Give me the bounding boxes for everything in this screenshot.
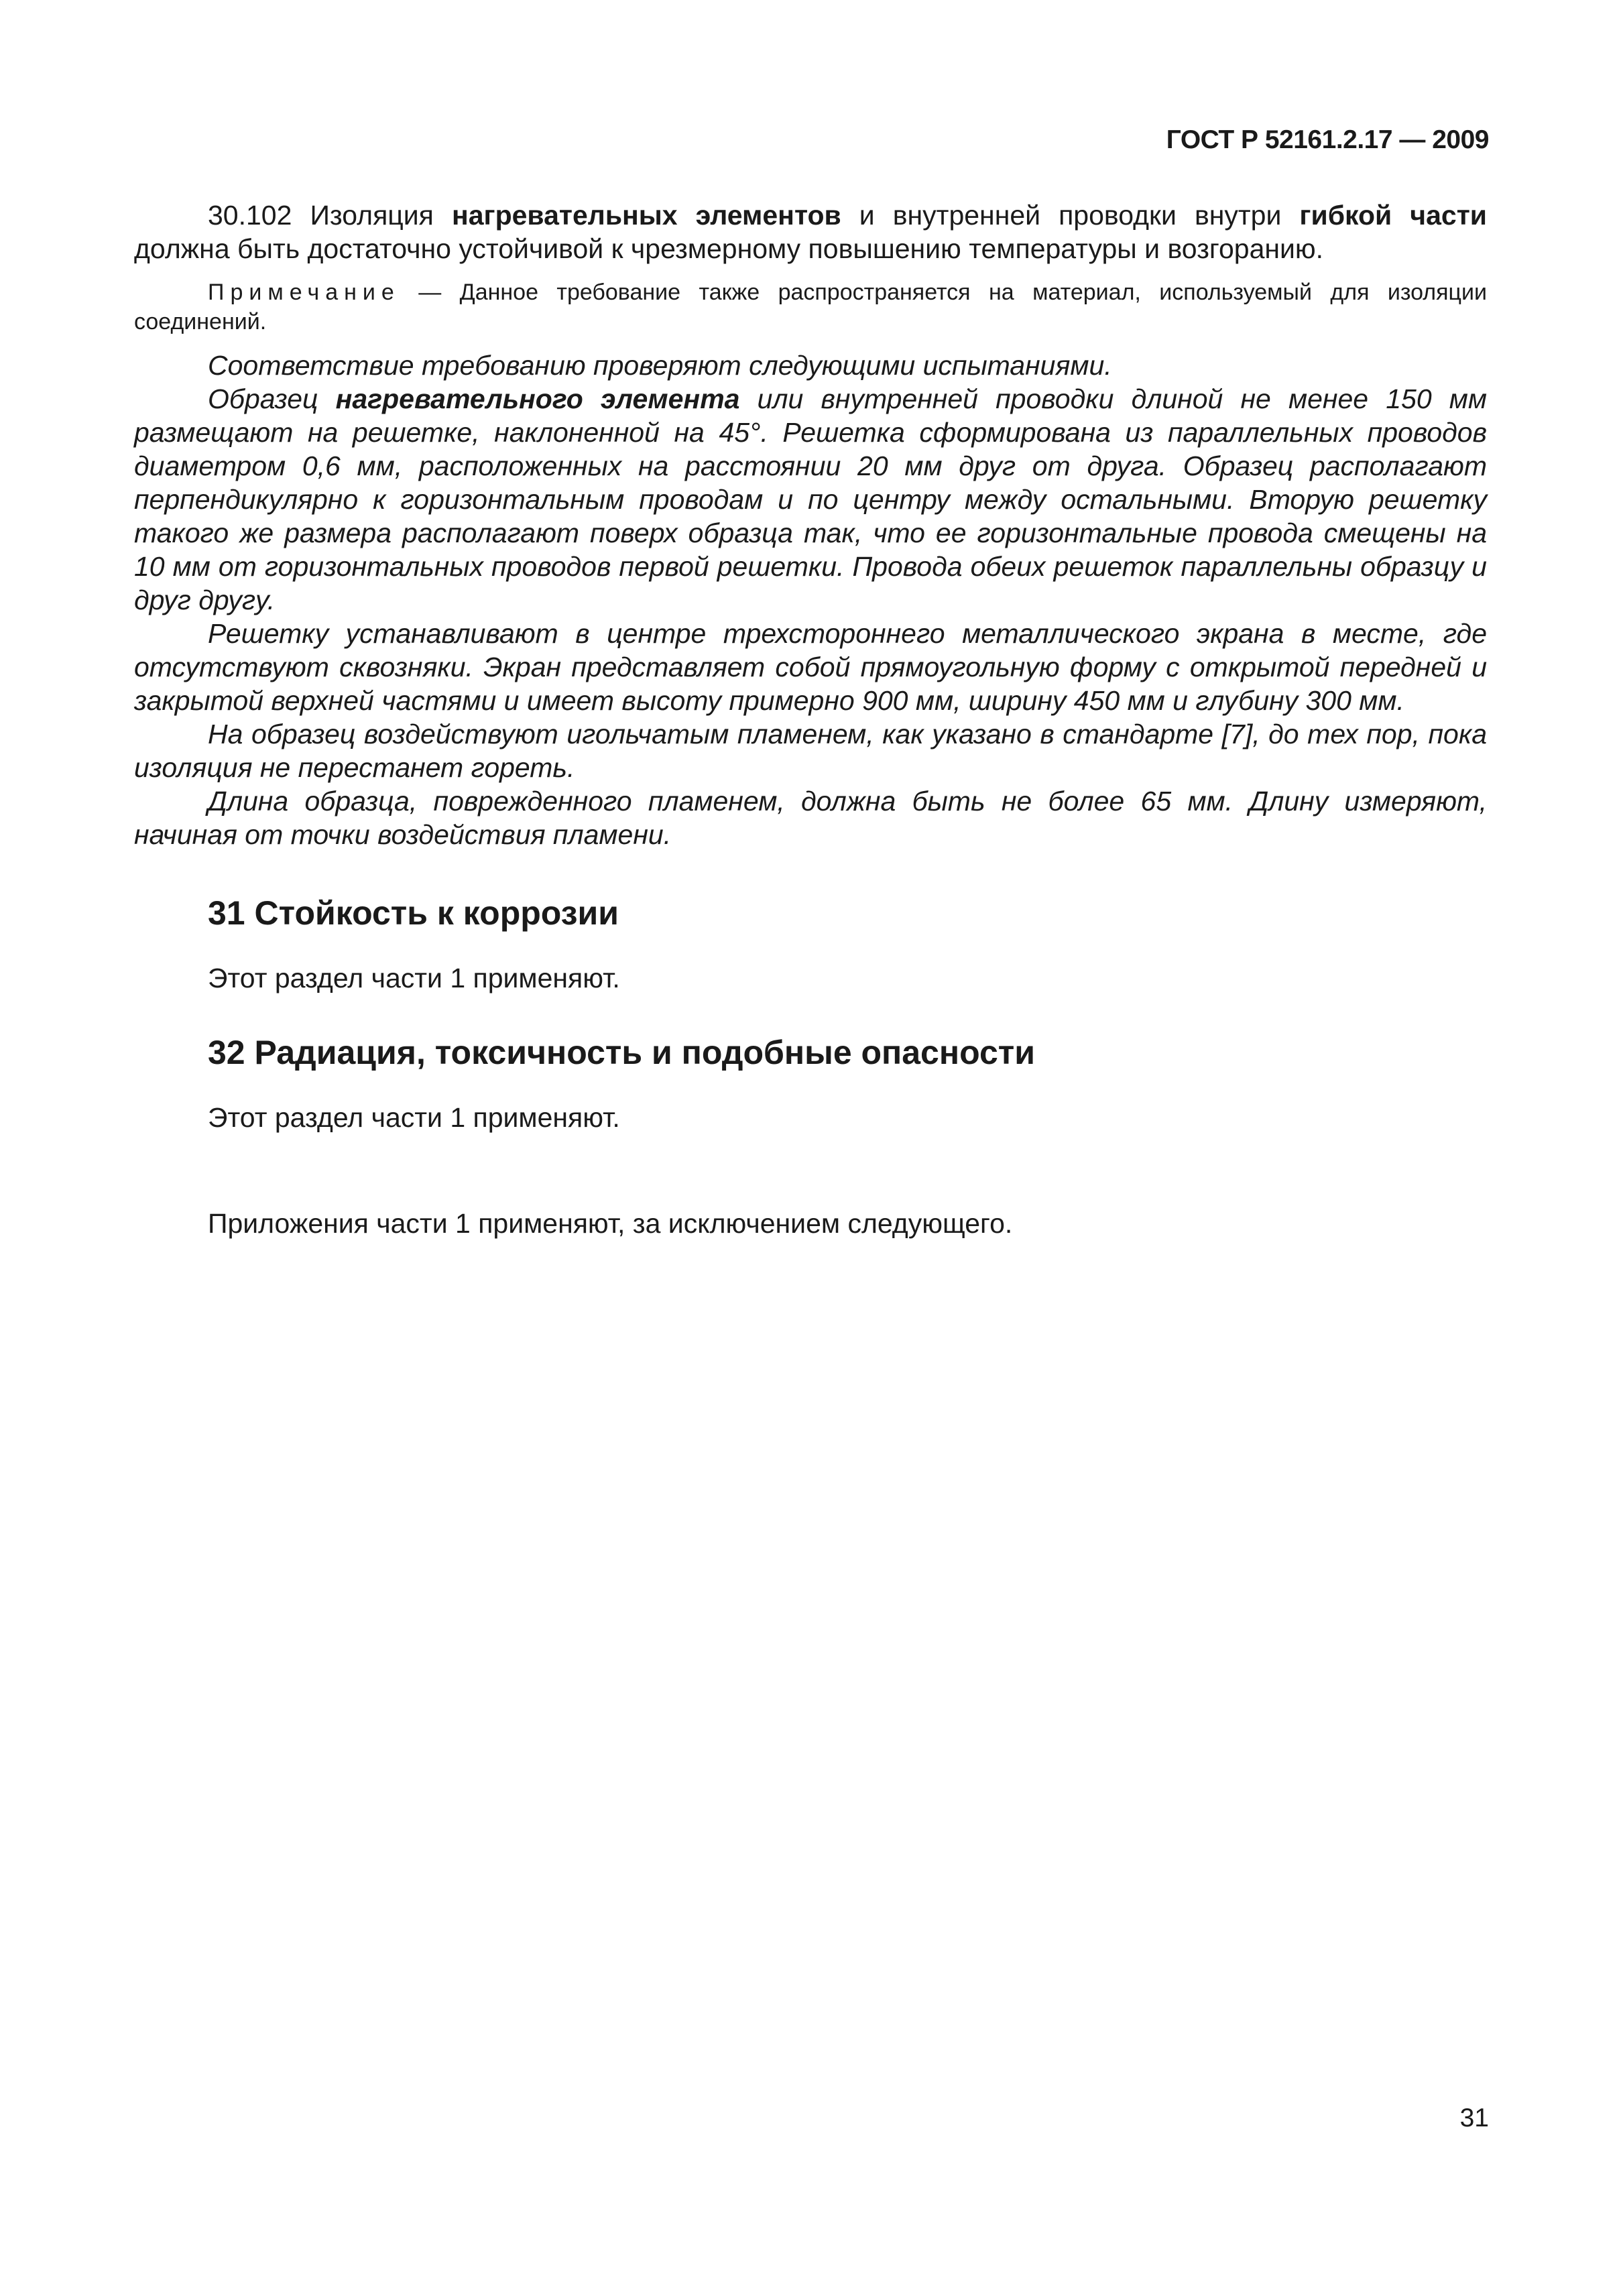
term-heating-element: нагревательного элемента (335, 383, 740, 414)
section-31-title: 31 Стойкость к коррозии (208, 894, 619, 932)
page-content (134, 198, 1487, 1240)
compliance-sample-paragraph (134, 382, 1487, 617)
section-32-text: Этот раздел части 1 применяют. (208, 1102, 620, 1133)
compliance-intro: Соответствие требованию проверяют следующими испытаниями. (208, 350, 1112, 381)
clause-text: и внутренней проводки внутри (841, 200, 1300, 231)
note-paragraph (134, 278, 1487, 337)
sample-text-rest: или внутренней проводки длиной не менее 150 мм размещают на решетке, наклоненной на 45°. Решетка сформирована из параллельных проводов диаметром 0,6 мм, расположенных на расстоянии 20 мм друг от друга. Образец располагают перпендикулярно к горизонтальным проводам и по центру между остальными. Вторую решетку такого же размера располагают поверх образца так, что ее горизонтальные провода смещены на 10 мм от горизонтальных проводов первой решетки. Провода обеих решеток параллельны образцу и друг другу. (134, 383, 1487, 615)
term-heating-elements: нагревательных элементов (451, 200, 841, 231)
term-flexible-part: гибкой части (1299, 200, 1487, 231)
sample-text-start: Образец (208, 383, 336, 414)
compliance-length-paragraph: Длина образца, поврежденного пламенем, должна быть не более 65 мм. Длину измеряют, начиная от точки воздействия пламени. (134, 786, 1487, 850)
compliance-screen-paragraph: Решетку устанавливают в центре трехстороннего металлического экрана в месте, где отсутствуют сквозняки. Экран представляет собой прямоугольную форму с открытой передней и закрытой верхней частями и имеет высоту примерно 900 мм, ширину 450 мм и глубину 300 мм. (134, 618, 1487, 716)
section-32-title: 32 Радиация, токсичность и подобные опасности (208, 1034, 1035, 1071)
section-31-text: Этот раздел части 1 применяют. (208, 963, 620, 993)
document-code-header: ГОСТ Р 52161.2.17 — 2009 (1166, 125, 1489, 154)
note-label: Примечание (208, 280, 400, 305)
clause-30-102 (134, 198, 1487, 265)
clause-text-end: должна быть достаточно устойчивой к чрезмерному повышению температуры и возгоранию. (134, 233, 1324, 264)
compliance-flame-paragraph: На образец воздействуют игольчатым пламенем, как указано в стандарте [7], до тех пор, пока изоляция не перестанет гореть. (134, 719, 1487, 783)
clause-number-text: 30.102 Изоляция (208, 200, 452, 231)
note-text: — Данное требование также распространяется на материал, используемый для изоляции соединений. (134, 280, 1487, 335)
page-number: 31 (1459, 2104, 1489, 2132)
appendix-text: Приложения части 1 применяют, за исключением следующего. (208, 1208, 1013, 1239)
